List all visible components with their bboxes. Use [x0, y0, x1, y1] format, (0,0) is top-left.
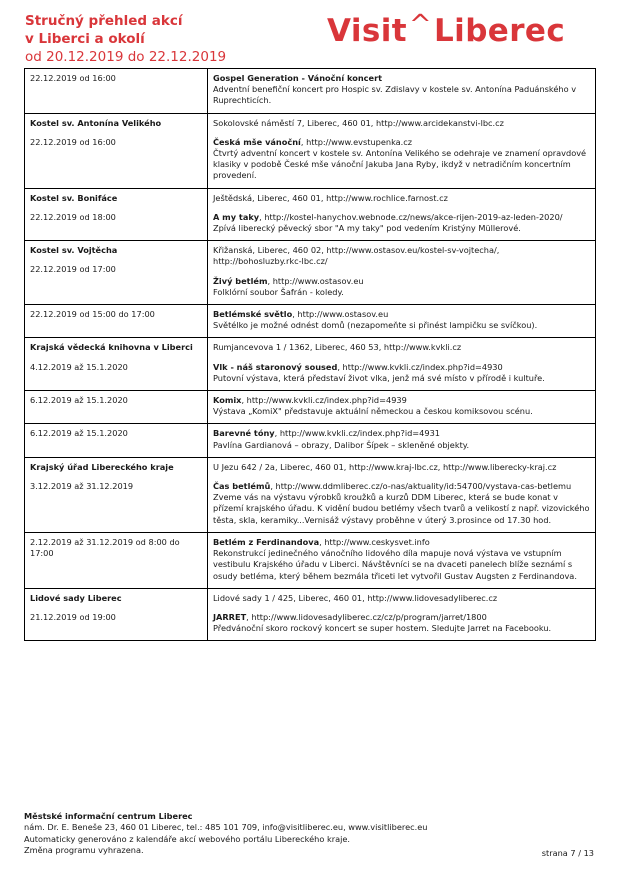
date-cell: [25, 113, 208, 188]
event-description: Putovní výstava, která představí život vlka, jenž má své místo v přírodě i kultuře.: [213, 372, 545, 383]
detail-cell: [208, 532, 596, 588]
event-url: , http://kostel-hanychov.webnode.cz/news/akce-rijen-2019-az-leden-2020/: [259, 211, 563, 222]
event-title: [213, 537, 590, 548]
event-row: [25, 305, 596, 338]
event-title: [213, 309, 590, 320]
event-description: Rekonstrukcí jedinečného vánočního lidového díla mapuje nová výstava ve vstupním vestibulu Krajského úřadu v Liberci. Návštěvníci se na dvaceti panelech blíže seznámí s osudy betléma, který během bezmála třiceti let vytvořil Gustav Augsten z Ferdinandova.: [213, 548, 577, 581]
venue-name: Krajská vědecká knihovna v Liberci: [30, 342, 193, 353]
venue-name: Kostel sv. Vojtěcha: [30, 245, 118, 256]
event-name: Gospel Generation - Vánoční koncert: [213, 73, 383, 83]
event-date: 22.12.2019 od 16:00: [30, 73, 116, 83]
detail-cell: [208, 241, 596, 305]
date-cell: [25, 188, 208, 241]
events-table: [24, 68, 596, 641]
event-date: 22.12.2019 od 15:00 do 17:00: [30, 309, 155, 320]
venue-row: [25, 241, 596, 305]
event-name: Barevné tóny: [213, 428, 275, 439]
detail-cell: [208, 588, 596, 641]
event-description: Světélko je možné odnést domů (nezapomeňte si přinést lampičku se svíčkou).: [213, 320, 538, 331]
venue-name: Krajský úřad Libereckého kraje: [30, 461, 174, 472]
event-title: [213, 428, 590, 439]
venue-row: [25, 457, 596, 532]
event-description: Pavlína Gardianová – obrazy, Dalibor Šípek – skleněné objekty.: [213, 439, 470, 450]
event-name: Betlém z Ferdinandova: [213, 536, 320, 547]
event-row: [25, 532, 596, 588]
detail-cell: [208, 188, 596, 241]
event-date: 4.12.2019 až 15.1.2020: [30, 361, 128, 372]
venue-name: Kostel sv. Antonína Velikého: [30, 117, 162, 128]
event-date: 2.12.2019 až 31.12.2019 od 8:00 do 17:00: [30, 536, 180, 559]
footer-note-1: Automaticky generováno z kalendáře akcí webového portálu Libereckého kraje.: [24, 833, 351, 844]
event-url: , http://www.kvkli.cz/index.php?id=4931: [274, 428, 441, 439]
event-url: , http://www.ostasov.eu: [267, 275, 364, 286]
event-name: A my taky: [213, 211, 260, 222]
venue-address: Rumjancevova 1 / 1362, Liberec, 460 53, http://www.kvkli.cz: [213, 342, 462, 353]
logo-caret: ^: [408, 9, 433, 40]
venue-row: [25, 113, 596, 188]
event-name: Živý betlém: [213, 275, 268, 286]
detail-cell: [208, 391, 596, 424]
detail-cell: [208, 424, 596, 457]
event-url: , http://www.evstupenka.cz: [300, 136, 413, 147]
title-line-2: v Liberci a okolí: [25, 31, 145, 47]
event-name: Komix: [213, 395, 242, 406]
date-cell: [25, 69, 208, 114]
event-description: Čtvrtý adventní koncert v kostele sv. Antonína Velikého se odehraje ve znamení opravdové klasiky v podobě České mše vánoční Jakuba Jana Ryby, ikdyž v netradičním koncertním provedení.: [213, 148, 587, 181]
visit-liberec-logo: [327, 11, 565, 53]
event-title: [213, 481, 590, 492]
detail-cell: [208, 457, 596, 532]
event-url: , http://www.ceskysvet.info: [319, 536, 430, 547]
date-range: od 20.12.2019 do 22.12.2019: [25, 49, 227, 65]
title-line-1: Stručný přehled akcí: [25, 13, 183, 29]
detail-cell: [208, 113, 596, 188]
logo-word-liberec: Liberec: [434, 13, 566, 49]
venue-address: Sokolovské náměstí 7, Liberec, 460 01, http://www.arcidekanstvi-lbc.cz: [213, 117, 504, 128]
venue-address: Lidové sady 1 / 425, Liberec, 460 01, http://www.lidovesadyliberec.cz: [213, 592, 498, 603]
venue-name: Kostel sv. Bonifáce: [30, 192, 118, 203]
logo-word-visit: Visit: [327, 13, 407, 49]
event-title: [213, 612, 590, 623]
event-name: Česká mše vánoční: [213, 136, 301, 147]
date-cell: [25, 305, 208, 338]
event-name: JARRET: [213, 611, 247, 622]
event-description: Výstava „KomiX" představuje aktuální německou a českou komiksovou scénu.: [213, 406, 533, 417]
venue-name: Lidové sady Liberec: [30, 592, 122, 603]
venue-row: [25, 588, 596, 641]
event-date: 6.12.2019 až 15.1.2020: [30, 395, 128, 406]
date-cell: [25, 424, 208, 457]
detail-cell: [208, 338, 596, 391]
venue-address: U Jezu 642 / 2a, Liberec, 460 01, http://www.kraj-lbc.cz, http://www.liberecky-kraj.cz: [213, 461, 557, 472]
detail-cell: [208, 69, 596, 114]
footer-note-2: Změna programu vyhrazena.: [24, 845, 144, 856]
event-title: [213, 212, 590, 223]
date-cell: [25, 588, 208, 641]
event-name: Čas betlémů: [213, 481, 271, 492]
event-description: Adventní benefiční koncert pro Hospic sv. Zdislavy v kostele sv. Antonína Paduánského v Ruprechticích.: [213, 84, 577, 106]
event-date: 6.12.2019 až 15.1.2020: [30, 428, 128, 439]
event-description: Zpívá liberecký pěvecký sbor "A my taky" pod vedením Kristýny Müllerové.: [213, 223, 521, 234]
event-url: , http://www.kvkli.cz/index.php?id=4930: [337, 361, 503, 372]
event-name: Betlémské světlo: [213, 309, 293, 320]
event-title: [213, 395, 590, 406]
event-url: , http://www.ddmliberec.cz/o-nas/aktuality/id:54700/vystava-cas-betlemu: [270, 481, 572, 492]
header-title: [25, 12, 226, 66]
event-title: [213, 276, 590, 287]
event-description: Předvánoční skoro rockový koncert se super hostem. Sledujte Jarret na Facebooku.: [213, 623, 552, 634]
event-date: 22.12.2019 od 17:00: [30, 264, 116, 275]
event-date: 22.12.2019 od 16:00: [30, 136, 116, 147]
venue-row: [25, 188, 596, 241]
footer-contact: nám. Dr. E. Beneše 23, 460 01 Liberec, tel.: 485 101 709, info@visitliberec.eu, www.visitliberec.eu: [24, 822, 428, 833]
event-title: [213, 137, 590, 148]
event-description: Folklórní soubor Šafrán - koledy.: [213, 286, 344, 297]
event-url: , http://www.lidovesadyliberec.cz/cz/p/program/jarret/1800: [246, 611, 487, 622]
venue-address: Ještědská, Liberec, 460 01, http://www.rochlice.farnost.cz: [213, 192, 448, 203]
event-row: [25, 391, 596, 424]
event-name: Vlk - náš staronový soused: [213, 361, 338, 372]
date-cell: [25, 391, 208, 424]
page-number: strana 7 / 13: [541, 848, 594, 858]
date-cell: [25, 241, 208, 305]
event-title: [213, 73, 590, 84]
event-description: Zveme vás na výstavu výrobků kroužků a kurzů DDM Liberec, která se bude konat v přízemí krajského úřadu. K vidění budou betlémy všech tvarů a velikostí z např. vizovického těsta, skla, keramiky...Vernisáž výstavy proběhne v úterý 3.prosince od 17.30 hod.: [213, 492, 590, 525]
event-url: , http://www.ostasov.eu: [292, 309, 389, 320]
date-cell: [25, 532, 208, 588]
footer: [24, 811, 596, 857]
event-date: 22.12.2019 od 18:00: [30, 211, 116, 222]
event-row: [25, 69, 596, 114]
venue-address: Křižanská, Liberec, 460 02, http://www.ostasov.eu/kostel-sv-vojtecha/, http://bohosluzby.rkc-lbc.cz/: [213, 245, 500, 267]
detail-cell: [208, 305, 596, 338]
event-date: 21.12.2019 od 19:00: [30, 611, 116, 622]
venue-row: [25, 338, 596, 391]
event-row: [25, 424, 596, 457]
event-date: 3.12.2019 až 31.12.2019: [30, 481, 134, 492]
date-cell: [25, 457, 208, 532]
event-url: , http://www.kvkli.cz/index.php?id=4939: [241, 395, 407, 406]
footer-org: Městské informační centrum Liberec: [24, 811, 193, 821]
event-title: [213, 362, 590, 373]
date-cell: [25, 338, 208, 391]
